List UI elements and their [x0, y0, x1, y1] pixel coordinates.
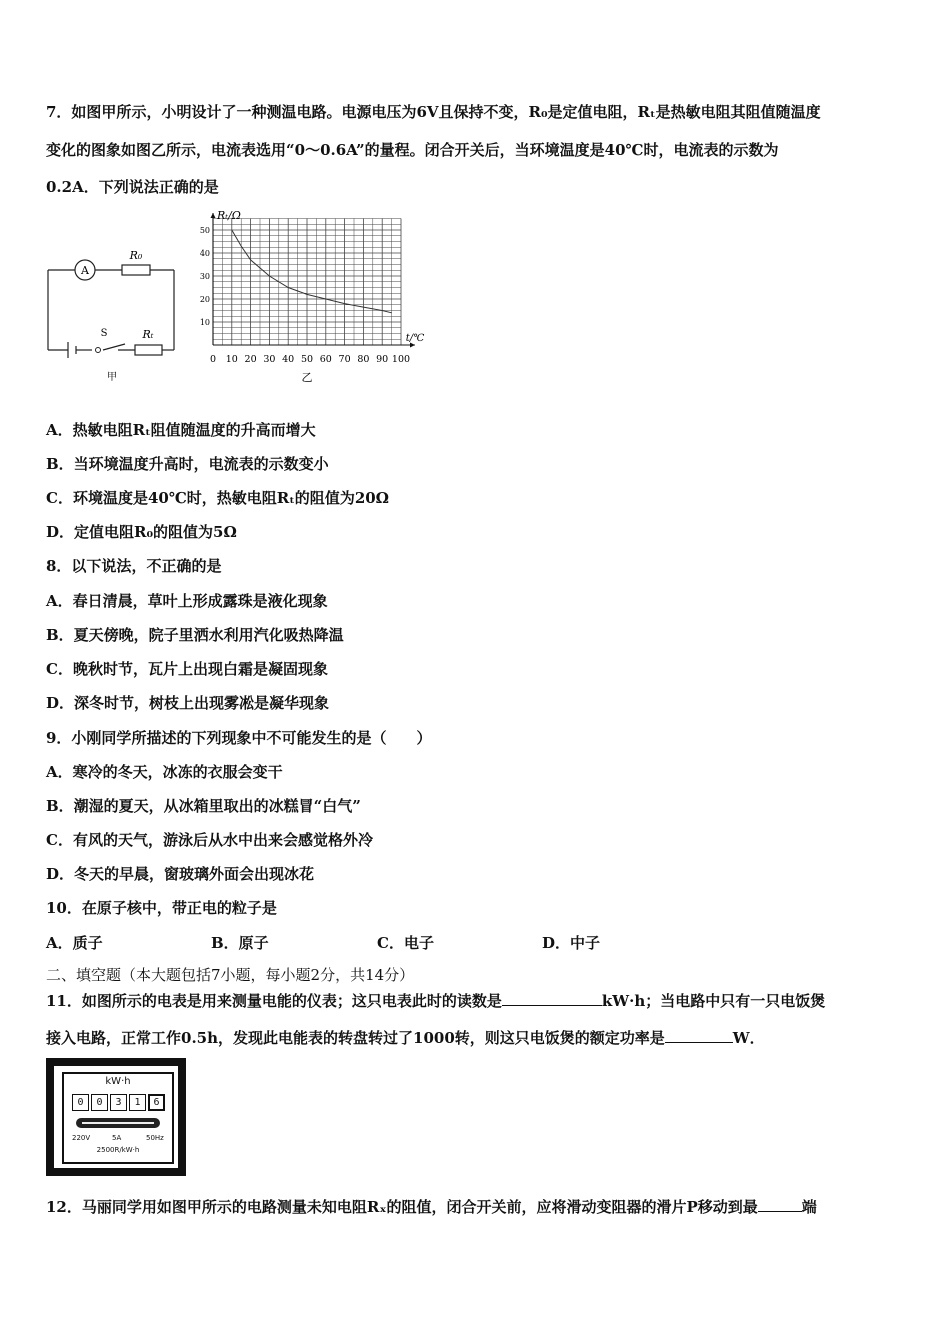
q10-option-a: A．质子	[46, 934, 103, 952]
q11-blank-reading[interactable]	[502, 991, 602, 1006]
q8-option-a: A．春日清晨，草叶上形成露珠是液化现象	[46, 592, 328, 610]
chart-caption: 乙	[301, 371, 313, 384]
q8-option-d: D．深冬时节，树枝上出现雾凇是凝华现象	[46, 694, 330, 712]
meter-digit: 0	[91, 1094, 108, 1111]
energy-meter	[46, 1058, 186, 1176]
section-2-heading: 二、填空题（本大题包括7小题，每小题2分，共14分）	[46, 966, 415, 984]
switch-label: S	[100, 328, 108, 339]
chart-x-tick-label: 70	[338, 354, 351, 365]
q8-option-c: C．晚秋时节，瓦片上出现白霜是凝固现象	[46, 660, 328, 678]
q12-blank-end[interactable]	[758, 1197, 802, 1212]
chart-y-tick-label: 30	[199, 272, 210, 281]
meter-current: 5A	[112, 1134, 122, 1142]
q9-option-d: D．冬天的早晨，窗玻璃外面会出现冰花	[46, 865, 315, 883]
chart-y-axis-label: Rₜ/Ω	[217, 209, 241, 222]
q12-text-a: 12．马丽同学用如图甲所示的电路测量未知电阻Rₓ的阻值，闭合开关前，应将滑动变阻器的滑片P移动到最	[46, 1198, 758, 1216]
chart-y-tick-label: 10	[199, 318, 210, 327]
q11-line1	[46, 991, 825, 1011]
q11-blank-power[interactable]	[665, 1028, 733, 1043]
chart-x-tick-label: 100	[391, 354, 411, 365]
q11-line2-text-a: 接入电路，正常工作0.5h，发现此电能表的转盘转过了1000转，则这只电饭煲的额定功率是	[46, 1029, 665, 1047]
q12-text-b: 端	[801, 1198, 817, 1216]
q8-option-b: B．夏天傍晚，院子里洒水利用汽化吸热降温	[46, 626, 344, 644]
q7-option-a: A．热敏电阻Rₜ阻值随温度的升高而增大	[46, 421, 316, 439]
circuit-diagram	[40, 240, 190, 390]
q7-text-line3: 0.2A．下列说法正确的是	[46, 178, 219, 196]
chart-x-tick-label: 60	[319, 354, 332, 365]
chart-x-tick-label: 90	[376, 354, 389, 365]
chart-y-tick-label: 40	[199, 249, 210, 258]
meter-revolutions: 2500R/kW·h	[96, 1146, 140, 1154]
q7-text-line1: 7．如图甲所示，小明设计了一种测温电路。电源电压为6V且保持不变，R₀是定值电阻，Rₜ是热敏电阻其阻值随温度	[46, 103, 821, 121]
meter-frequency: 50Hz	[146, 1134, 164, 1142]
q10-options-row	[46, 932, 646, 952]
chart-y-arrow	[211, 213, 216, 218]
meter-digit: 3	[110, 1094, 127, 1111]
chart-y-tick-label: 20	[199, 295, 210, 304]
meter-digits	[72, 1094, 167, 1111]
meter-voltage: 220V	[72, 1134, 91, 1142]
chart-x-tick-label: 20	[244, 354, 257, 365]
circuit-caption: 甲	[107, 372, 117, 383]
rt-temperature-chart	[195, 205, 440, 390]
q9-option-b: B．潮湿的夏天，从冰箱里取出的冰糕冒“白气”	[46, 797, 361, 815]
meter-digit-decimal: 6	[148, 1094, 165, 1111]
chart-y-tick-label: 50	[199, 226, 210, 235]
q12-line	[46, 1197, 817, 1217]
ammeter-label: A	[81, 264, 89, 277]
q10-option-d: D．中子	[542, 934, 601, 952]
chart-x-tick-label: 40	[282, 354, 295, 365]
q7-option-d: D．定值电阻R₀的阻值为5Ω	[46, 523, 237, 541]
q10-option-c: C．电子	[377, 934, 434, 952]
q7-text-line2: 变化的图象如图乙所示，电流表选用“0～0.6A”的量程。闭合开关后，当环境温度是40℃时，电流表的示数为	[46, 141, 779, 159]
q7-option-b: B．当环境温度升高时，电流表的示数变小	[46, 455, 329, 473]
q9-stem: 9．小刚同学所描述的下列现象中不可能发生的是（ ）	[46, 729, 432, 747]
chart-x-tick-label: 50	[300, 354, 314, 365]
q7-option-c: C．环境温度是40℃时，热敏电阻Rₜ的阻值为20Ω	[46, 489, 390, 507]
q10-option-b: B．原子	[211, 934, 269, 952]
chart-x-tick-label: 30	[263, 354, 276, 365]
chart-x-tick-label: 10	[225, 354, 238, 365]
q9-option-c: C．有风的天气，游泳后从水中出来会感觉格外冷	[46, 831, 373, 849]
chart-x-tick-label: 0	[209, 354, 217, 365]
energy-meter-face	[54, 1066, 178, 1168]
q11-line2-text-b: W．	[732, 1029, 765, 1047]
rt-curve-line	[232, 230, 392, 313]
q11-line1-text-b: kW·h；当电路中只有一只电饭煲	[601, 992, 826, 1010]
rt-label: Rₜ	[142, 328, 154, 341]
q8-stem: 8．以下说法，不正确的是	[46, 557, 222, 575]
q11-line1-text-a: 11．如图所示的电表是用来测量电能的仪表；这只电表此时的读数是	[46, 992, 502, 1010]
energy-meter-window	[62, 1072, 174, 1164]
r0-label: R₀	[129, 249, 143, 262]
meter-digit: 1	[129, 1094, 146, 1111]
q10-stem: 10．在原子核中，带正电的粒子是	[46, 899, 277, 917]
chart-x-tick-label: 80	[357, 354, 370, 365]
q11-line2	[46, 1028, 765, 1048]
meter-rotating-disk	[76, 1118, 160, 1128]
q9-option-a: A．寒冷的冬天，冰冻的衣服会变干	[46, 763, 283, 781]
chart-x-axis-label: t/℃	[405, 333, 425, 344]
meter-unit-label: kW·h	[105, 1076, 131, 1087]
meter-digit: 0	[72, 1094, 89, 1111]
